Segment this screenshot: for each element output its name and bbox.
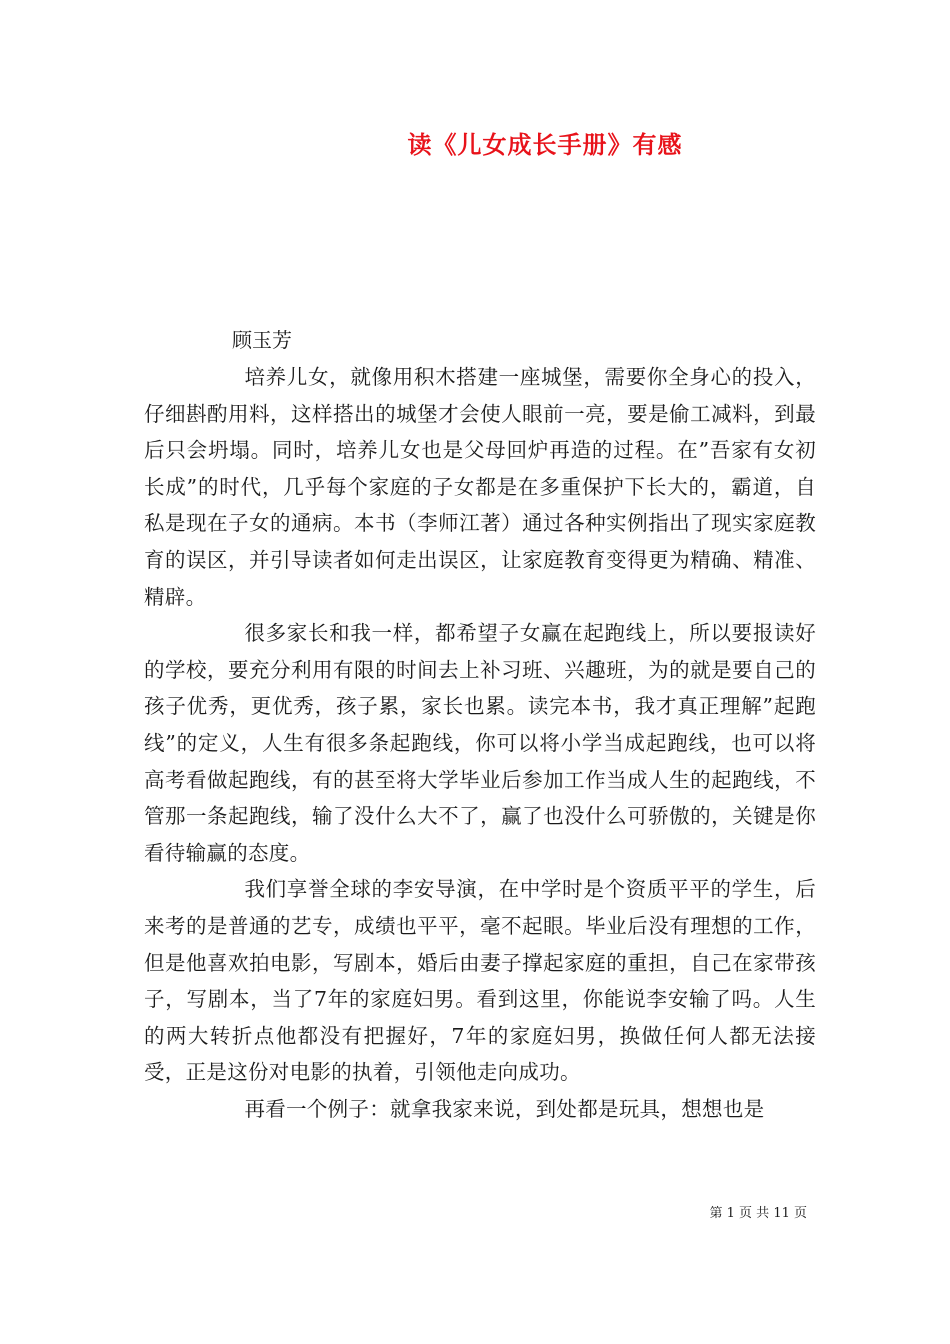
author-name: 顾玉芳 [232,328,292,352]
paragraph: 培养儿女，就像用积木搭建一座城堡，需要你全身心的投入，仔细斟酌用料，这样搭出的城堡才会使人眼前一亮，要是偷工减料，到最后只会坍塌。同时，培养儿女也是父母回炉再造的过程。在”吾家有女初长成”的时代，几乎每个家庭的子女都是在多重保护下长大的，霸道，自私是现在子女的通病。本书（李师江著）通过各种实例指出了现实家庭教育的误区，并引导读者如何走出误区，让家庭教育变得更为精确、精准、精辟。 [144,365,816,609]
paragraph: 很多家长和我一样，都希望子女赢在起跑线上，所以要报读好的学校，要充分利用有限的时间去上补习班、兴趣班，为的就是要自己的孩子优秀，更优秀，孩子累，家长也累。读完本书，我才真正理解”起跑线”的定义，人生有很多条起跑线，你可以将小学当成起跑线，也可以将高考看做起跑线，有的甚至将大学毕业后参加工作当成人生的起跑线，不管那一条起跑线，输了没什么大不了，赢了也没什么可骄傲的，关键是你看待输赢的态度。 [144,621,816,865]
document-body [144,359,816,1127]
paragraph: 再看一个例子：就拿我家来说，到处都是玩具，想想也是 [244,1096,765,1121]
page-number-footer: 第 1 页 共 11 页 [709,1206,807,1221]
paragraph: 我们享誉全球的李安导演，在中学时是个资质平平的学生，后来考的是普通的艺专，成绩也平平，毫不起眼。毕业后没有理想的工作，但是他喜欢拍电影，写剧本，婚后由妻子撑起家庭的重担，自己在家带孩子，写剧本，当了7年的家庭妇男。看到这里，你能说李安输了吗。人生的两大转折点他都没有把握好，7年的家庭妇男，换做任何人都无法接受，正是这份对电影的执着，引领他走向成功。 [144,877,816,1085]
document-title: 读《儿女成长手册》有感 [407,130,683,159]
